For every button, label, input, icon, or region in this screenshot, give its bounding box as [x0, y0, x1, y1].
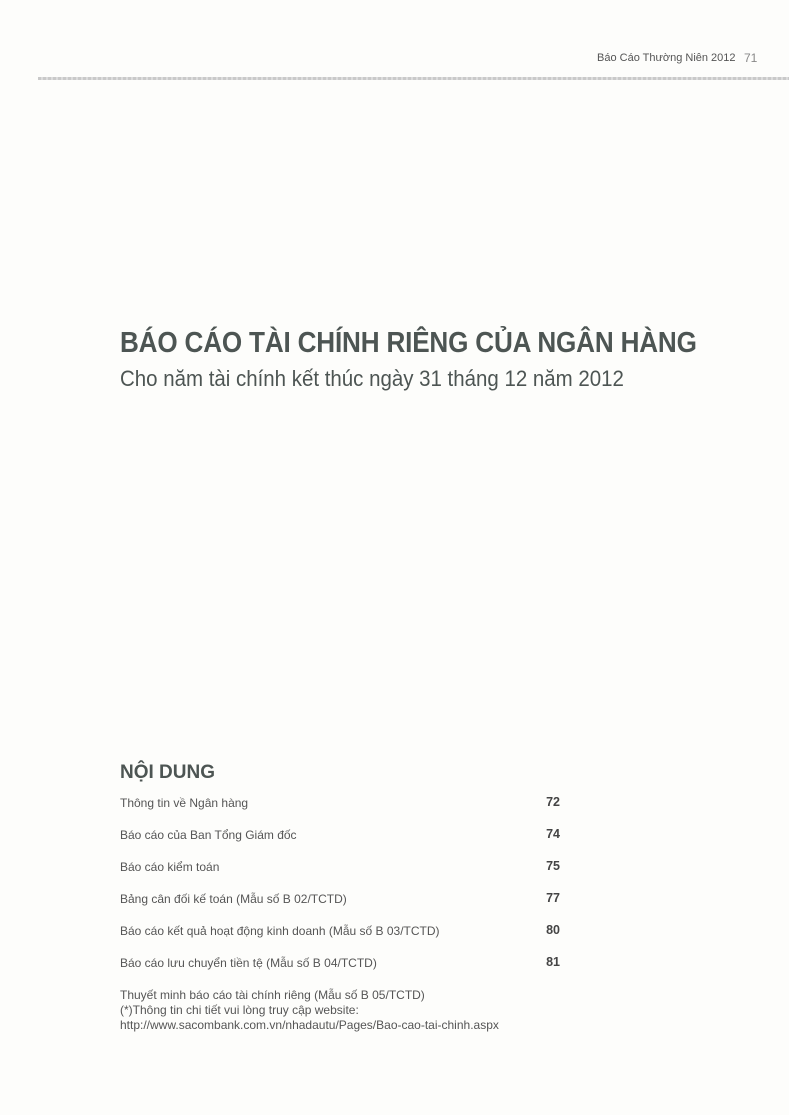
- toc-page: 80: [546, 923, 560, 937]
- toc-label: Thuyết minh báo cáo tài chính riêng (Mẫu số B 05/TCTD): [120, 988, 425, 1002]
- toc-item[interactable]: [120, 794, 560, 826]
- toc-page: 81: [546, 955, 560, 969]
- toc-page: 72: [546, 795, 560, 809]
- toc-item[interactable]: [120, 858, 560, 890]
- toc-item[interactable]: [120, 922, 560, 954]
- toc-label: Báo cáo của Ban Tổng Giám đốc: [120, 828, 297, 842]
- toc-label: Báo cáo kết quả hoạt động kinh doanh (Mẫu số B 03/TCTD): [120, 924, 440, 938]
- header-divider: [38, 77, 789, 80]
- toc-item[interactable]: [120, 890, 560, 922]
- contents-heading: NỘI DUNG: [120, 762, 215, 783]
- toc-label: Báo cáo kiểm toán: [120, 860, 220, 874]
- toc-page: 74: [546, 827, 560, 841]
- page-number: 71: [744, 51, 758, 65]
- toc-label: Bảng cân đối kế toán (Mẫu số B 02/TCTD): [120, 892, 347, 906]
- website-link[interactable]: http://www.sacombank.com.vn/nhadautu/Pages/Bao-cao-tai-chinh.aspx: [120, 1018, 499, 1032]
- website-note: [120, 1003, 499, 1033]
- page-subtitle: Cho năm tài chính kết thúc ngày 31 tháng 12 năm 2012: [120, 366, 624, 391]
- toc-page: 75: [546, 859, 560, 873]
- toc-page: 77: [546, 891, 560, 905]
- toc-item[interactable]: [120, 954, 560, 986]
- table-of-contents: [120, 794, 560, 1018]
- page-title: BÁO CÁO TÀI CHÍNH RIÊNG CỦA NGÂN HÀNG: [120, 327, 697, 359]
- toc-label: Báo cáo lưu chuyển tiền tệ (Mẫu số B 04/TCTD): [120, 956, 377, 970]
- toc-label: Thông tin về Ngân hàng: [120, 796, 249, 810]
- running-header: Báo Cáo Thường Niên 2012: [597, 52, 736, 64]
- toc-item[interactable]: [120, 826, 560, 858]
- note-text: (*)Thông tin chi tiết vui lòng truy cập website:: [120, 1003, 359, 1017]
